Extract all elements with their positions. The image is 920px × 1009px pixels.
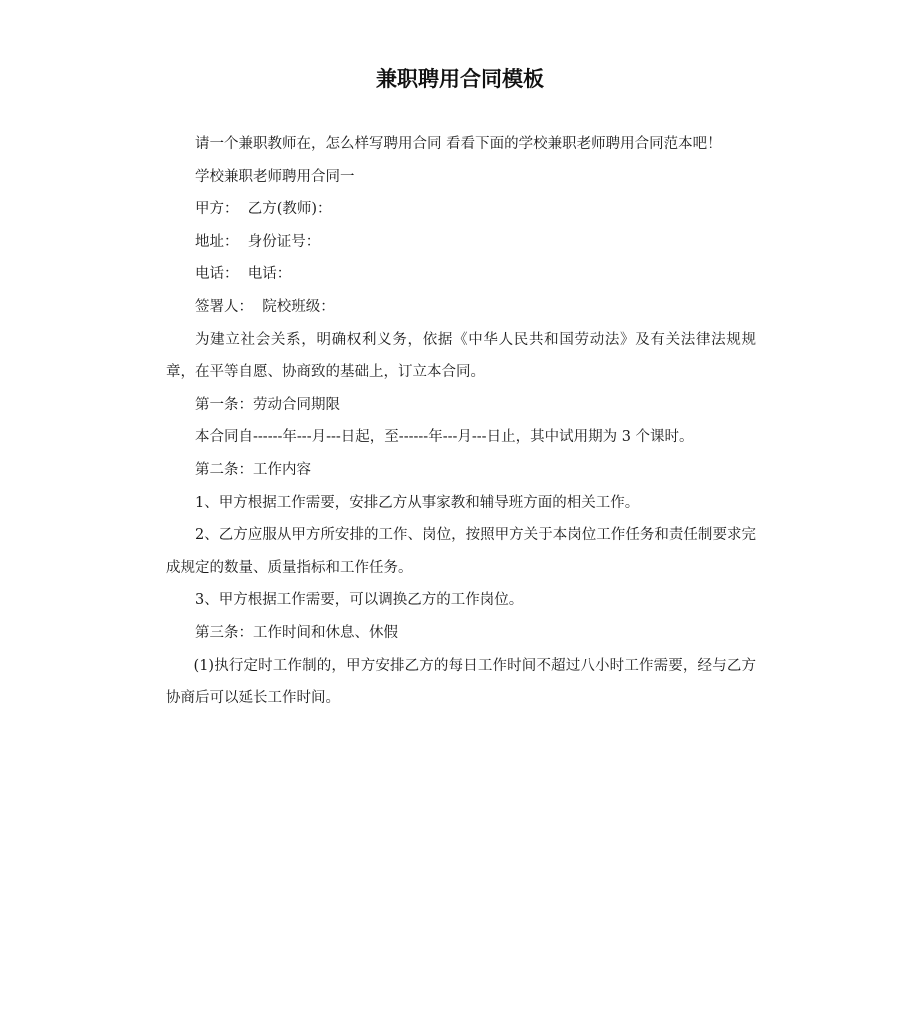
document-title: 兼职聘用合同模板: [376, 67, 544, 91]
party-line: 甲方： 乙方(教师)：: [195, 201, 332, 218]
signatory-line: 签署人： 院校班级：: [195, 298, 335, 315]
article-3-heading: 第三条：工作时间和休息、休假: [195, 624, 398, 641]
article-2-item-3: 3、甲方根据工作需要，可以调换乙方的工作岗位。: [195, 592, 524, 609]
article-1-term: 本合同自------年---月---日起，至------年---月---日止，其中试用期为 3 个课时。: [195, 429, 694, 446]
intro-paragraph: 请一个兼职教师在，怎么样写聘用合同 看看下面的学校兼职老师聘用合同范本吧！: [195, 136, 722, 152]
article-2-heading: 第二条：工作内容: [195, 461, 311, 478]
purpose-paragraph: 为建立社会关系，明确权利义务，依据《中华人民共和国劳动法》及有关法律法规规章，在平等自愿、协商致的基础上，订立本合同。: [166, 331, 756, 381]
address-line: 地址： 身份证号：: [195, 233, 321, 250]
article-1-heading: 第一条：劳动合同期限: [195, 396, 340, 413]
article-2-item-2: 2、乙方应服从甲方所安排的工作、岗位，按照甲方关于本岗位工作任务和责任制要求完成规定的数量、质量指标和工作任务。: [166, 527, 756, 576]
contract-heading: 学校兼职老师聘用合同一: [195, 168, 355, 185]
article-2-item-1: 1、甲方根据工作需要，安排乙方从事家教和辅导班方面的相关工作。: [195, 494, 640, 511]
document-body: [166, 128, 756, 715]
phone-line: 电话： 电话：: [195, 266, 292, 283]
article-3-item-1: (1)执行定时工作制的，甲方安排乙方的每日工作时间不超过八小时工作需要，经与乙方协商后可以延长工作时间。: [166, 657, 756, 707]
